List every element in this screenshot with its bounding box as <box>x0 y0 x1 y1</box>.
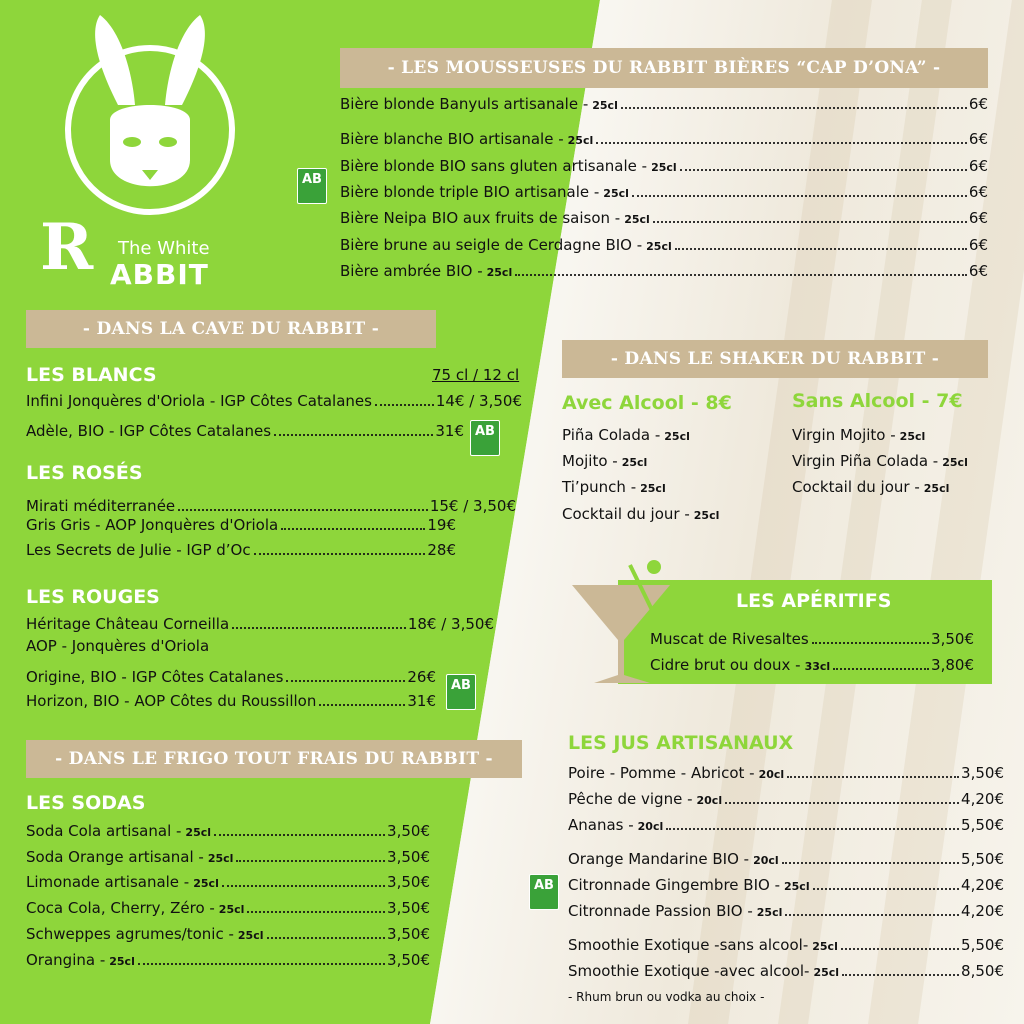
blancs-title: LES BLANCS <box>26 364 157 386</box>
dot-leader <box>812 642 929 644</box>
item-size: 25cl <box>486 266 513 279</box>
item-price: 6€ <box>968 183 988 201</box>
item-name: Bière blonde triple BIO artisanale - <box>340 183 600 201</box>
item-price: 31€ <box>435 422 464 440</box>
cocktail-row <box>562 452 782 470</box>
dot-leader <box>236 860 385 862</box>
item-size: 25cl <box>899 430 926 443</box>
dot-leader <box>680 169 967 171</box>
item-price: 3,50€ <box>387 925 430 943</box>
juice-row <box>568 850 1004 868</box>
item-size: 25cl <box>218 903 245 916</box>
item-price: 3,50€ <box>387 848 430 866</box>
biere-row <box>340 95 988 113</box>
item-size: 25cl <box>207 852 234 865</box>
ab-bio-icon: AB <box>470 420 500 456</box>
dot-leader <box>247 911 385 913</box>
dot-leader <box>319 704 405 706</box>
item-price: 6€ <box>968 236 988 254</box>
rabbit-head-icon <box>40 10 260 220</box>
item-price: 6€ <box>968 262 988 280</box>
biere-row <box>340 236 988 254</box>
soda-row <box>26 848 430 866</box>
item-size: 25cl <box>193 877 219 890</box>
jus-note: - Rhum brun ou vodka au choix - <box>568 990 765 1004</box>
item-name: Infini Jonquères d'Oriola - IGP Côtes Catalanes <box>26 392 372 410</box>
item-name: Gris Gris - AOP Jonquères d'Oriola <box>26 516 279 534</box>
item-size: 25cl <box>109 955 135 968</box>
item-price: 4,20€ <box>961 902 1004 920</box>
wine-row <box>26 422 464 440</box>
item-name: Héritage Château Corneilla <box>26 615 230 633</box>
item-name: Orangina - <box>26 951 106 969</box>
item-size: 25cl <box>567 134 594 147</box>
dot-leader <box>286 680 405 682</box>
juice-row <box>568 902 1004 920</box>
item-name: Bière Neipa BIO aux fruits de saison - <box>340 209 621 227</box>
item-name: Bière blanche BIO artisanale - <box>340 130 564 148</box>
item-size: 25cl <box>646 240 672 253</box>
item-price: 3,50€ <box>931 630 974 648</box>
item-name: Smoothie Exotique -avec alcool- <box>568 962 810 980</box>
item-price: 5,50€ <box>961 816 1004 834</box>
dot-leader <box>267 937 386 939</box>
item-size: 20cl <box>753 854 779 867</box>
item-price: 19€ <box>427 516 456 534</box>
roses-title: LES ROSÉS <box>26 462 143 484</box>
item-name: Ananas - <box>568 816 634 834</box>
dot-leader <box>653 221 967 223</box>
item-name: Smoothie Exotique -sans alcool- <box>568 936 809 954</box>
jus-title: LES JUS ARTISANAUX <box>568 732 794 754</box>
item-price: 5,50€ <box>961 850 1004 868</box>
item-name: AOP - Jonquères d'Oriola <box>26 637 210 655</box>
juice-row <box>568 876 1004 894</box>
aperitif-row <box>650 630 974 648</box>
dot-leader <box>621 107 967 109</box>
item-size: 25cl <box>185 826 212 839</box>
dot-leader <box>785 914 959 916</box>
item-name: Virgin Mojito - <box>792 426 896 444</box>
cocktail-row <box>562 426 782 444</box>
biere-row <box>340 262 988 280</box>
item-size: 25cl <box>640 482 666 495</box>
item-name: Mirati méditerranée <box>26 497 176 515</box>
dot-leader <box>833 668 929 670</box>
item-name: Ti’punch - <box>562 478 637 496</box>
aperitif-row <box>650 656 974 674</box>
shaker-banner: - DANS LE SHAKER DU RABBIT - <box>562 340 988 378</box>
item-size: 25cl <box>237 929 264 942</box>
item-price: 18€ / 3,50€ <box>407 615 494 633</box>
item-price: 6€ <box>968 95 988 113</box>
item-size: 25cl <box>783 880 810 893</box>
juice-row <box>568 816 1004 834</box>
dot-leader <box>138 963 385 965</box>
item-size: 25cl <box>923 482 950 495</box>
wine-row <box>26 637 326 655</box>
aperitifs-title: LES APÉRITIFS <box>736 590 892 612</box>
rabbit-logo <box>40 10 260 290</box>
dot-leader <box>274 434 433 436</box>
item-size: 25cl <box>693 509 720 522</box>
item-price: 3,50€ <box>387 822 430 840</box>
wine-row <box>26 497 516 515</box>
wine-row <box>26 692 436 710</box>
item-price: 4,20€ <box>961 876 1004 894</box>
item-name: Virgin Piña Colada - <box>792 452 939 470</box>
juice-row <box>568 764 1004 782</box>
avec-alcool-title: Avec Alcool - 8€ <box>562 392 732 414</box>
item-size: 25cl <box>756 906 783 919</box>
item-name: Cidre brut ou doux - <box>650 656 801 674</box>
biere-row <box>340 157 988 175</box>
juice-row <box>568 962 1004 980</box>
wine-row <box>26 516 456 534</box>
item-name: Cocktail du jour - <box>792 478 920 496</box>
item-name: Limonade artisanale - <box>26 873 190 891</box>
item-size: 25cl <box>621 456 648 469</box>
item-size: 25cl <box>812 940 838 953</box>
soda-row <box>26 899 430 917</box>
rouges-title: LES ROUGES <box>26 586 160 608</box>
ab-bio-icon: AB <box>529 874 559 910</box>
wine-row <box>26 668 436 686</box>
item-size: 25cl <box>942 456 968 469</box>
dot-leader <box>842 974 959 976</box>
item-name: Pêche de vigne - <box>568 790 693 808</box>
cocktail-row <box>792 478 1012 496</box>
dot-leader <box>178 509 428 511</box>
dot-leader <box>787 776 959 778</box>
item-name: Citronnade Passion BIO - <box>568 902 753 920</box>
logo-line2: ABBIT <box>110 258 209 291</box>
item-price: 6€ <box>968 130 988 148</box>
item-size: 25cl <box>624 213 650 226</box>
soda-row <box>26 925 430 943</box>
item-size: 33cl <box>804 660 831 673</box>
item-size: 25cl <box>592 99 618 112</box>
item-price: 8,50€ <box>961 962 1004 980</box>
cocktail-row <box>792 426 1012 444</box>
item-name: Origine, BIO - IGP Côtes Catalanes <box>26 668 284 686</box>
soda-row <box>26 873 430 891</box>
item-name: Piña Colada - <box>562 426 661 444</box>
biere-row <box>340 130 988 148</box>
item-size: 25cl <box>664 430 690 443</box>
juice-row <box>568 790 1004 808</box>
dot-leader <box>515 274 967 276</box>
item-size: 20cl <box>758 768 785 781</box>
soda-row <box>26 951 430 969</box>
item-price: 6€ <box>968 209 988 227</box>
dot-leader <box>782 862 959 864</box>
item-price: 3,50€ <box>387 899 430 917</box>
item-name: Citronnade Gingembre BIO - <box>568 876 780 894</box>
dot-leader <box>214 834 385 836</box>
juice-row <box>568 936 1004 954</box>
blancs-unit: 75 cl / 12 cl <box>432 366 520 384</box>
item-price: 3,50€ <box>387 873 430 891</box>
wine-row <box>26 392 522 410</box>
biere-row <box>340 183 988 201</box>
item-size: 25cl <box>813 966 840 979</box>
cocktail-row <box>792 452 1012 470</box>
dot-leader <box>725 802 959 804</box>
dot-leader <box>281 528 425 530</box>
item-size: 20cl <box>637 820 664 833</box>
item-name: Muscat de Rivesaltes <box>650 630 809 648</box>
item-name: Bière brune au seigle de Cerdagne BIO - <box>340 236 643 254</box>
frigo-banner: - DANS LE FRIGO TOUT FRAIS DU RABBIT - <box>26 740 522 778</box>
item-name: Horizon, BIO - AOP Côtes du Roussillon <box>26 692 317 710</box>
item-name: Les Secrets de Julie - IGP d’Oc <box>26 541 251 559</box>
item-price: 31€ <box>407 692 436 710</box>
dot-leader <box>232 627 406 629</box>
item-name: Cocktail du jour - <box>562 505 690 523</box>
bieres-banner: - LES MOUSSEUSES DU RABBIT BIÈRES “CAP D’ONA” - <box>340 48 988 88</box>
wine-row <box>26 541 456 559</box>
item-size: 25cl <box>651 161 677 174</box>
soda-row <box>26 822 430 840</box>
sans-alcool-title: Sans Alcool - 7€ <box>792 390 963 412</box>
item-price: 6€ <box>968 157 988 175</box>
item-name: Orange Mandarine BIO - <box>568 850 750 868</box>
item-size: 20cl <box>696 794 723 807</box>
item-price: 3,50€ <box>961 764 1004 782</box>
dot-leader <box>666 828 959 830</box>
item-name: Soda Orange artisanal - <box>26 848 204 866</box>
ab-bio-icon: AB <box>446 674 476 710</box>
item-name: Schweppes agrumes/tonic - <box>26 925 234 943</box>
item-price: 3,80€ <box>931 656 974 674</box>
sodas-title: LES SODAS <box>26 792 146 814</box>
ab-bio-icon: AB <box>297 168 327 204</box>
item-name: Adèle, BIO - IGP Côtes Catalanes <box>26 422 272 440</box>
logo-letter: R <box>40 210 94 285</box>
item-price: 5,50€ <box>961 936 1004 954</box>
wine-row <box>26 615 494 633</box>
item-size: 25cl <box>603 187 629 200</box>
dot-leader <box>222 885 385 887</box>
item-price: 28€ <box>427 541 456 559</box>
item-price: 3,50€ <box>387 951 430 969</box>
logo-line1: The White <box>118 238 210 259</box>
dot-leader <box>675 248 967 250</box>
dot-leader <box>375 404 434 406</box>
dot-leader <box>254 553 426 555</box>
biere-row <box>340 209 988 227</box>
dot-leader <box>596 142 967 144</box>
item-price: 14€ / 3,50€ <box>435 392 522 410</box>
dot-leader <box>632 195 967 197</box>
dot-leader <box>813 888 959 890</box>
item-name: Bière ambrée BIO - <box>340 262 483 280</box>
cocktail-row <box>562 478 782 496</box>
item-name: Soda Cola artisanal - <box>26 822 182 840</box>
dot-leader <box>841 948 959 950</box>
item-price: 4,20€ <box>961 790 1004 808</box>
cocktail-row <box>562 505 782 523</box>
item-price: 15€ / 3,50€ <box>429 497 516 515</box>
cave-banner: - DANS LA CAVE DU RABBIT - <box>26 310 436 348</box>
item-name: Bière blonde BIO sans gluten artisanale - <box>340 157 648 175</box>
item-name: Poire - Pomme - Abricot - <box>568 764 755 782</box>
item-price: 26€ <box>407 668 436 686</box>
item-name: Coca Cola, Cherry, Zéro - <box>26 899 215 917</box>
item-name: Mojito - <box>562 452 618 470</box>
item-name: Bière blonde Banyuls artisanale - <box>340 95 589 113</box>
